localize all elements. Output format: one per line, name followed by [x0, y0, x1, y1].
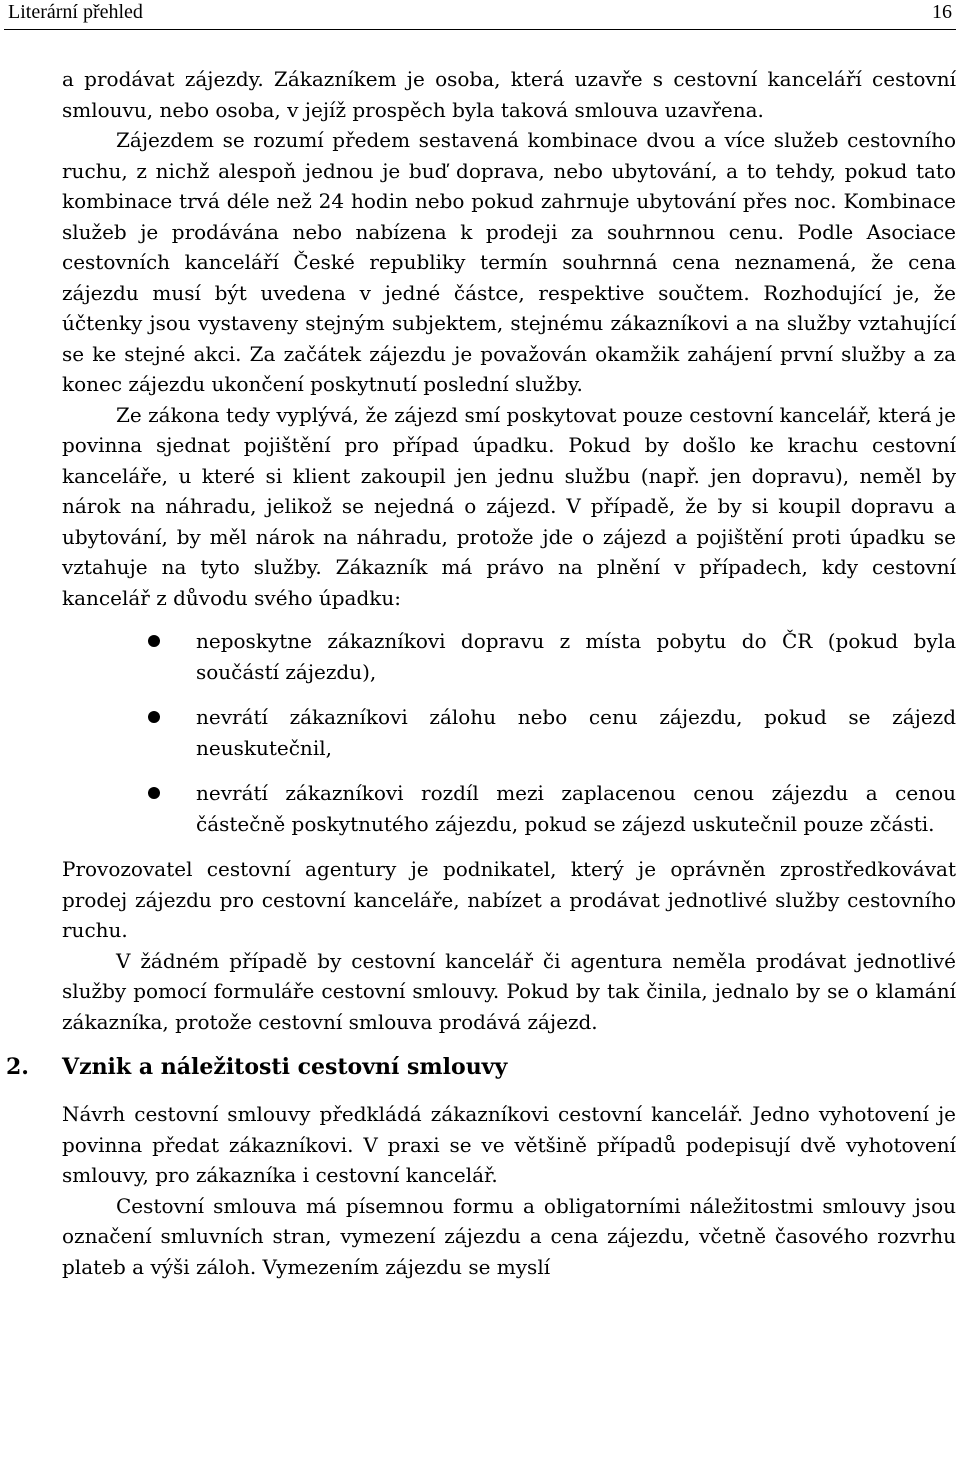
header-rule — [4, 29, 956, 30]
paragraph-navrh: Návrh cestovní smlouvy předkládá zákazníkovi cestovní kancelář. Jedno vyhotovení je povinna předat zákazníkovi. V praxi se ve většině případů podepisují dvě vyhotovení smlouvy, pro zákazníka i cestovní kancelář. — [62, 1102, 956, 1187]
section-heading — [6, 1051, 956, 1083]
list-item-text: neposkytne zákazníkovi dopravu z místa pobytu do ČR (pokud byla součástí zájezdu), — [196, 629, 956, 684]
list-item-text: nevrátí zákazníkovi rozdíl mezi zaplacenou cenou zájezdu a cenou částečně poskytnutého zájezdu, pokud se zájezd uskutečnil pouze zčásti. — [196, 781, 956, 836]
page-body — [6, 64, 956, 1282]
paragraph-pisemna-forma: Cestovní smlouva má písemnou formu a obligatorními náležitostmi smlouvy jsou označení smluvních stran, vymezení zájezdu a cena zájezdu, včetně časového rozvrhu plateb a výši záloh. Vymezením zájezdu se myslí — [62, 1193, 956, 1279]
bullet-list — [62, 626, 956, 839]
list-item — [62, 778, 956, 839]
paragraph-zajezd-definition: Zájezdem se rozumí předem sestavená kombinace dvou a více služeb cestovního ruchu, z nichž alespoň jednou je buď doprava, nebo ubytování, a to tehdy, pokud tato kombinace trvá déle než 24 hodin nebo pokud zahrnuje ubytování přes noc. Kombinace služeb je prodávána nebo nabízena k prodeji za souhrnnou cenu. Podle Asociace cestovních kanceláří České republiky termín souhrnná cena neznamená, že cena zájezdu musí být uvedena v jedné částce, respektive součtem. Rozhodující je, že účtenky jsou vystaveny stejným subjektem, stejnému zákazníkovi a na služby vztahující se ke stejné akci. Za začátek zájezdu je považován okamžik zahájení první služby a za konec zájezdu ukončení poskytnutí poslední služby. — [62, 128, 956, 396]
list-item — [62, 702, 956, 763]
list-item-text: nevrátí zákazníkovi zálohu nebo cenu zájezdu, pokud se zájezd neuskutečnil, — [196, 705, 956, 760]
list-item — [62, 626, 956, 687]
bullet-icon — [148, 787, 160, 799]
bullet-icon — [148, 711, 160, 723]
running-header — [0, 0, 960, 30]
section-title: Vznik a náležitosti cestovní smlouvy — [62, 1054, 508, 1080]
page-number: 16 — [932, 1, 952, 23]
bullet-icon — [148, 635, 160, 647]
paragraph-klamani: V žádném případě by cestovní kancelář či agentura neměla prodávat jednotlivé služby pomocí formuláře cestovní smlouvy. Pokud by tak činila, jednalo by se o klamání zákazníka, protože cestovní smlouva prodává zájezd. — [62, 948, 956, 1034]
paragraph-pojisteni: Ze zákona tedy vyplývá, že zájezd smí poskytovat pouze cestovní kancelář, která je povinna sjednat pojištění pro případ úpadku. Pokud by došlo ke krachu cestovní kanceláře, u které si klient zakoupil jen jednu službu (např. jen dopravu), neměl by nárok na náhradu, jelikož se nejedná o zájezd. V případě, že by si koupil dopravu a ubytování, by měl nárok na náhradu, protože jde o zájezd a pojištění proti úpadku se vztahuje na tyto služby. Zákazník má právo na plnění v případech, kdy cestovní kancelář z důvodu svého úpadku: — [62, 402, 956, 610]
paragraph-continuation: a prodávat zájezdy. Zákazníkem je osoba, která uzavře s cestovní kanceláří cestovní smlouvu, nebo osoba, v jejíž prospěch byla taková smlouva uzavřena. — [62, 67, 956, 122]
paragraph-agentura: Provozovatel cestovní agentury je podnikatel, který je oprávněn zprostředkovávat prodej zájezdu pro cestovní kanceláře, nabízet a prodávat jednotlivé služby cestovního ruchu. — [62, 857, 956, 942]
header-title: Literární přehled — [8, 1, 143, 23]
section-number: 2. — [6, 1054, 29, 1080]
